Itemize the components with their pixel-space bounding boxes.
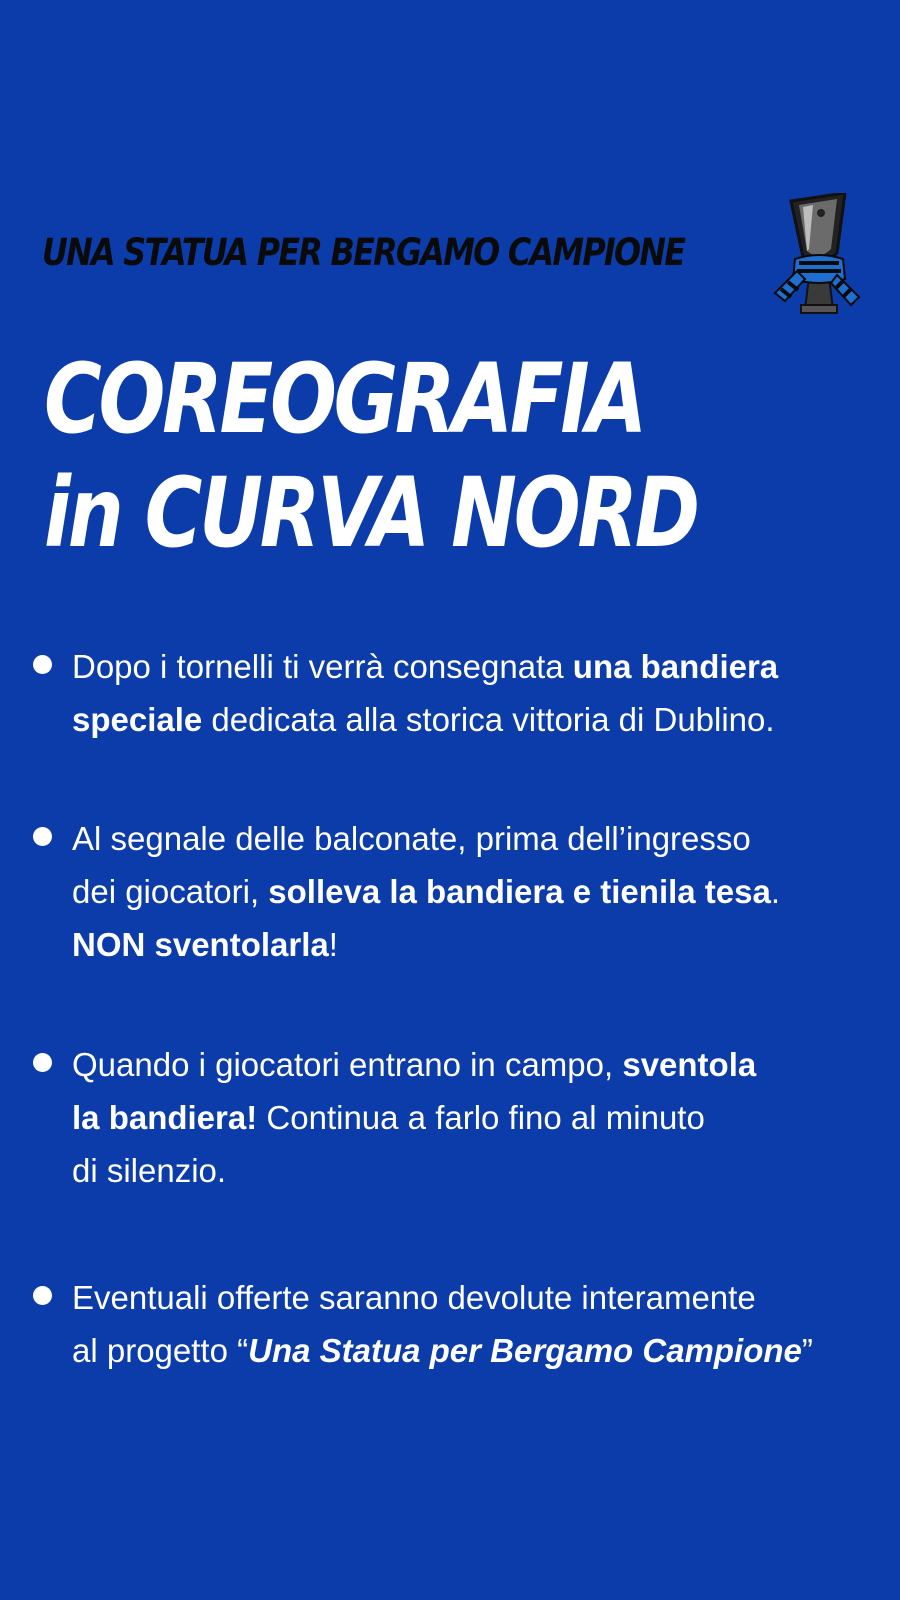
bullet-dot-icon <box>33 827 52 846</box>
bullet-dot-icon <box>33 655 52 674</box>
list-item-text: Quando i giocatori entrano in campo, sventola la bandiera! Continua a farlo fino al minuto di silenzio. <box>72 1046 757 1189</box>
title-line-1: COREOGRAFIA <box>44 343 645 455</box>
bullet-dot-icon <box>33 1286 52 1305</box>
page-title <box>44 342 697 570</box>
title-line-2: in CURVA NORD <box>44 457 697 569</box>
list-item-text: Dopo i tornelli ti verrà consegnata una bandiera speciale dedicata alla storica vittoria di Dublino. <box>72 648 779 738</box>
list-item-text: Al segnale delle balconate, prima dell’ingresso dei giocatori, solleva la bandiera e tienila tesa. NON sventolarla! <box>72 820 781 963</box>
list-item-text: Eventuali offerte saranno devolute interamente al progetto “Una Statua per Bergamo Campione” <box>72 1279 813 1369</box>
trophy-with-scarf-icon <box>773 193 863 318</box>
bullet-dot-icon <box>33 1053 52 1072</box>
header-title: UNA STATUA PER BERGAMO CAMPIONE <box>42 231 685 274</box>
